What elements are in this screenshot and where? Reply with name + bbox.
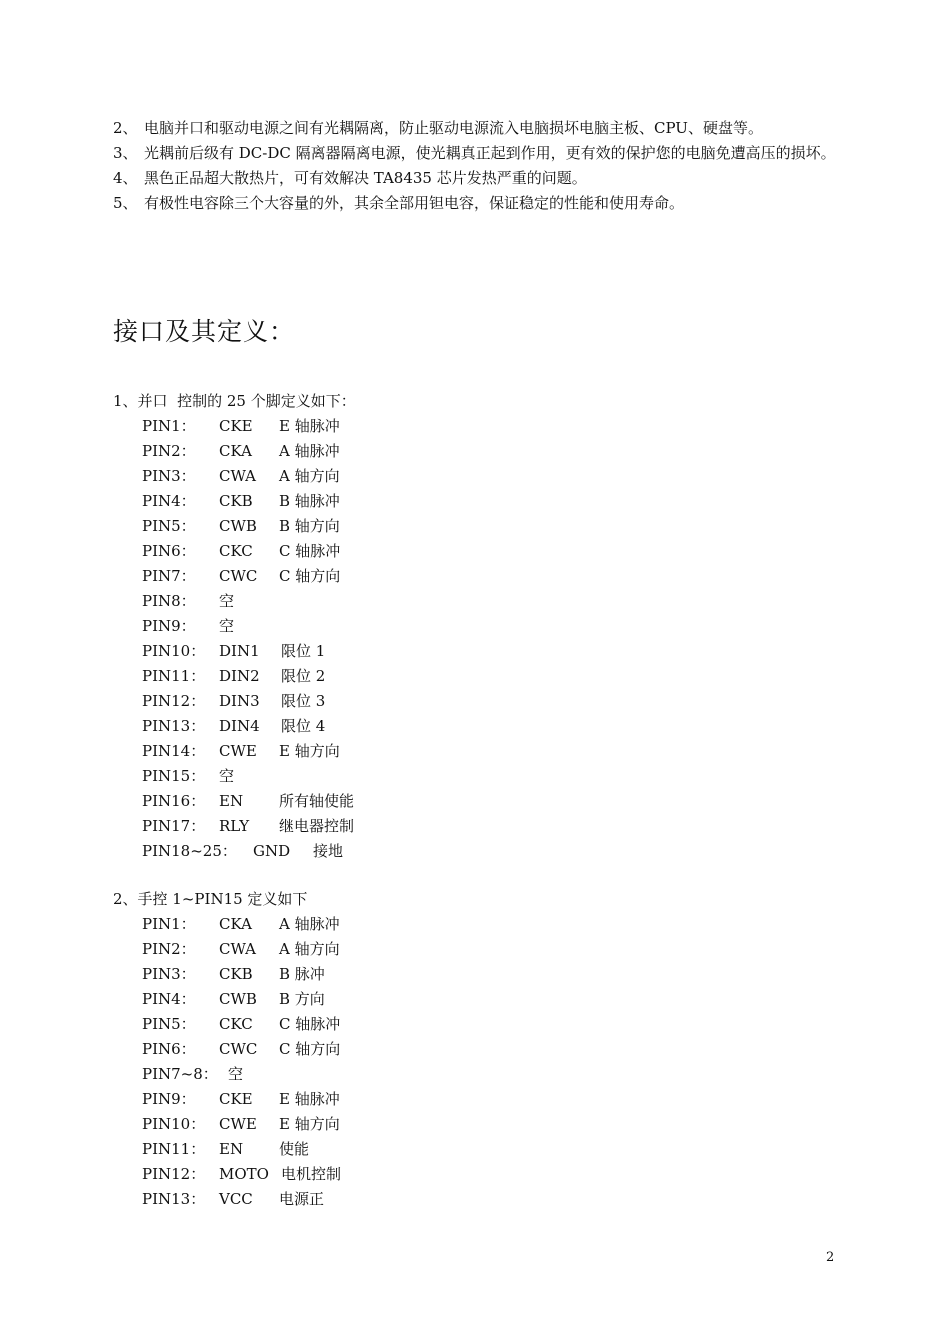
pin-signal: 空: [219, 592, 235, 610]
feature-number: 4、: [113, 169, 138, 187]
pin-label: PIN8：: [142, 592, 196, 610]
pin-description: 电源正: [279, 1190, 325, 1208]
pin-signal: DIN4: [219, 717, 260, 735]
pin-signal: CKC: [219, 542, 253, 560]
pin-signal: CKE: [219, 1090, 253, 1108]
pin-description: 电机控制: [281, 1165, 342, 1183]
pin-signal: CWE: [219, 742, 257, 760]
pin-label: PIN10：: [142, 642, 206, 660]
pin-label: PIN10：: [142, 1115, 206, 1133]
pin-description: E 轴方向: [279, 742, 340, 760]
pin-signal: 空: [228, 1065, 244, 1083]
pin-label: PIN1：: [142, 915, 196, 933]
pin-label: PIN2：: [142, 442, 196, 460]
pin-label: PIN1：: [142, 417, 196, 435]
pin-signal: GND: [253, 842, 291, 860]
pin-signal: CKB: [219, 492, 253, 510]
page-number: 2: [826, 1250, 835, 1265]
pin-signal: EN: [219, 792, 244, 810]
feature-text: 光耦前后级有 DC-DC 隔离器隔离电源，使光耦真正起到作用，更有效的保护您的电脑免遭高压的损坏。: [144, 144, 836, 162]
pin-label: PIN4：: [142, 990, 196, 1008]
hand-control-title: 2、手控 1~PIN15 定义如下: [113, 890, 308, 908]
pin-description: 所有轴使能: [279, 792, 355, 810]
pin-label: PIN11：: [142, 667, 206, 685]
feature-text: 有极性电容除三个大容量的外，其余全部用钽电容，保证稳定的性能和使用寿命。: [144, 194, 685, 212]
pin-signal: DIN1: [219, 642, 260, 660]
feature-number: 2、: [113, 119, 138, 137]
pin-label: PIN6：: [142, 1040, 196, 1058]
pin-description: B 轴方向: [279, 517, 340, 535]
pin-description: E 轴脉冲: [279, 1090, 340, 1108]
pin-label: PIN5：: [142, 1015, 196, 1033]
pin-signal: CKA: [219, 915, 252, 933]
pin-description: 限位 3: [281, 692, 326, 710]
pin-label: PIN6：: [142, 542, 196, 560]
pin-label: PIN13：: [142, 1190, 206, 1208]
pin-signal: CWC: [219, 567, 258, 585]
pin-description: B 方向: [279, 990, 325, 1008]
pin-signal: 空: [219, 617, 235, 635]
pin-label: PIN3：: [142, 467, 196, 485]
pin-label: PIN18~25：: [142, 842, 237, 860]
pin-signal: CKA: [219, 442, 252, 460]
pin-label: PIN4：: [142, 492, 196, 510]
pin-label: PIN7：: [142, 567, 196, 585]
pin-signal: MOTO: [219, 1165, 269, 1183]
pin-description: A 轴方向: [279, 467, 340, 485]
pin-label: PIN12：: [142, 1165, 206, 1183]
pin-description: 继电器控制: [279, 817, 355, 835]
feature-item: [113, 191, 843, 216]
pin-description: 限位 1: [281, 642, 326, 660]
feature-item: [113, 141, 843, 166]
feature-list: [113, 116, 843, 216]
pin-description: C 轴脉冲: [279, 1015, 341, 1033]
section-heading: 接口及其定义：: [113, 317, 296, 346]
pin-signal: CWA: [219, 467, 256, 485]
pin-label: PIN12：: [142, 692, 206, 710]
pin-label: PIN2：: [142, 940, 196, 958]
pin-description: B 脉冲: [279, 965, 325, 983]
pin-label: PIN11：: [142, 1140, 206, 1158]
pin-description: 限位 4: [281, 717, 326, 735]
feature-text: 黑色正品超大散热片，可有效解决 TA8435 芯片发热严重的问题。: [144, 169, 587, 187]
pin-description: C 轴脉冲: [279, 542, 341, 560]
pin-label: PIN3：: [142, 965, 196, 983]
pin-signal: VCC: [219, 1190, 253, 1208]
pin-label: PIN14：: [142, 742, 206, 760]
pin-signal: CWB: [219, 990, 257, 1008]
feature-number: 3、: [113, 144, 138, 162]
pin-description: 使能: [279, 1140, 310, 1158]
pin-description: B 轴脉冲: [279, 492, 340, 510]
pin-label: PIN17：: [142, 817, 206, 835]
feature-number: 5、: [113, 194, 138, 212]
pin-signal: CKE: [219, 417, 253, 435]
pin-label: PIN16：: [142, 792, 206, 810]
pin-signal: DIN2: [219, 667, 260, 685]
pin-label: PIN9：: [142, 1090, 196, 1108]
pin-label: PIN13：: [142, 717, 206, 735]
pin-description: A 轴方向: [279, 940, 340, 958]
pin-description: 接地: [313, 842, 344, 860]
pin-signal: DIN3: [219, 692, 260, 710]
pin-description: 限位 2: [281, 667, 326, 685]
pin-description: A 轴脉冲: [279, 442, 340, 460]
pin-description: E 轴脉冲: [279, 417, 340, 435]
parallel-port-title: 1、并口 控制的 25 个脚定义如下：: [113, 392, 356, 410]
pin-label: PIN9：: [142, 617, 196, 635]
pin-signal: CKC: [219, 1015, 253, 1033]
feature-item: [113, 116, 843, 141]
pin-label: PIN7~8：: [142, 1065, 218, 1083]
pin-signal: 空: [219, 767, 235, 785]
pin-signal: EN: [219, 1140, 244, 1158]
pin-description: E 轴方向: [279, 1115, 340, 1133]
pin-description: A 轴脉冲: [279, 915, 340, 933]
pin-signal: CWA: [219, 940, 256, 958]
pin-label: PIN5：: [142, 517, 196, 535]
pin-description: C 轴方向: [279, 1040, 341, 1058]
feature-text: 电脑并口和驱动电源之间有光耦隔离，防止驱动电源流入电脑损坏电脑主板、CPU、硬盘等。: [144, 119, 763, 137]
pin-label: PIN15：: [142, 767, 206, 785]
feature-item: [113, 166, 843, 191]
pin-description: C 轴方向: [279, 567, 341, 585]
pin-signal: CWE: [219, 1115, 257, 1133]
pin-signal: CKB: [219, 965, 253, 983]
pin-signal: CWB: [219, 517, 257, 535]
pin-signal: RLY: [219, 817, 250, 835]
pin-signal: CWC: [219, 1040, 258, 1058]
